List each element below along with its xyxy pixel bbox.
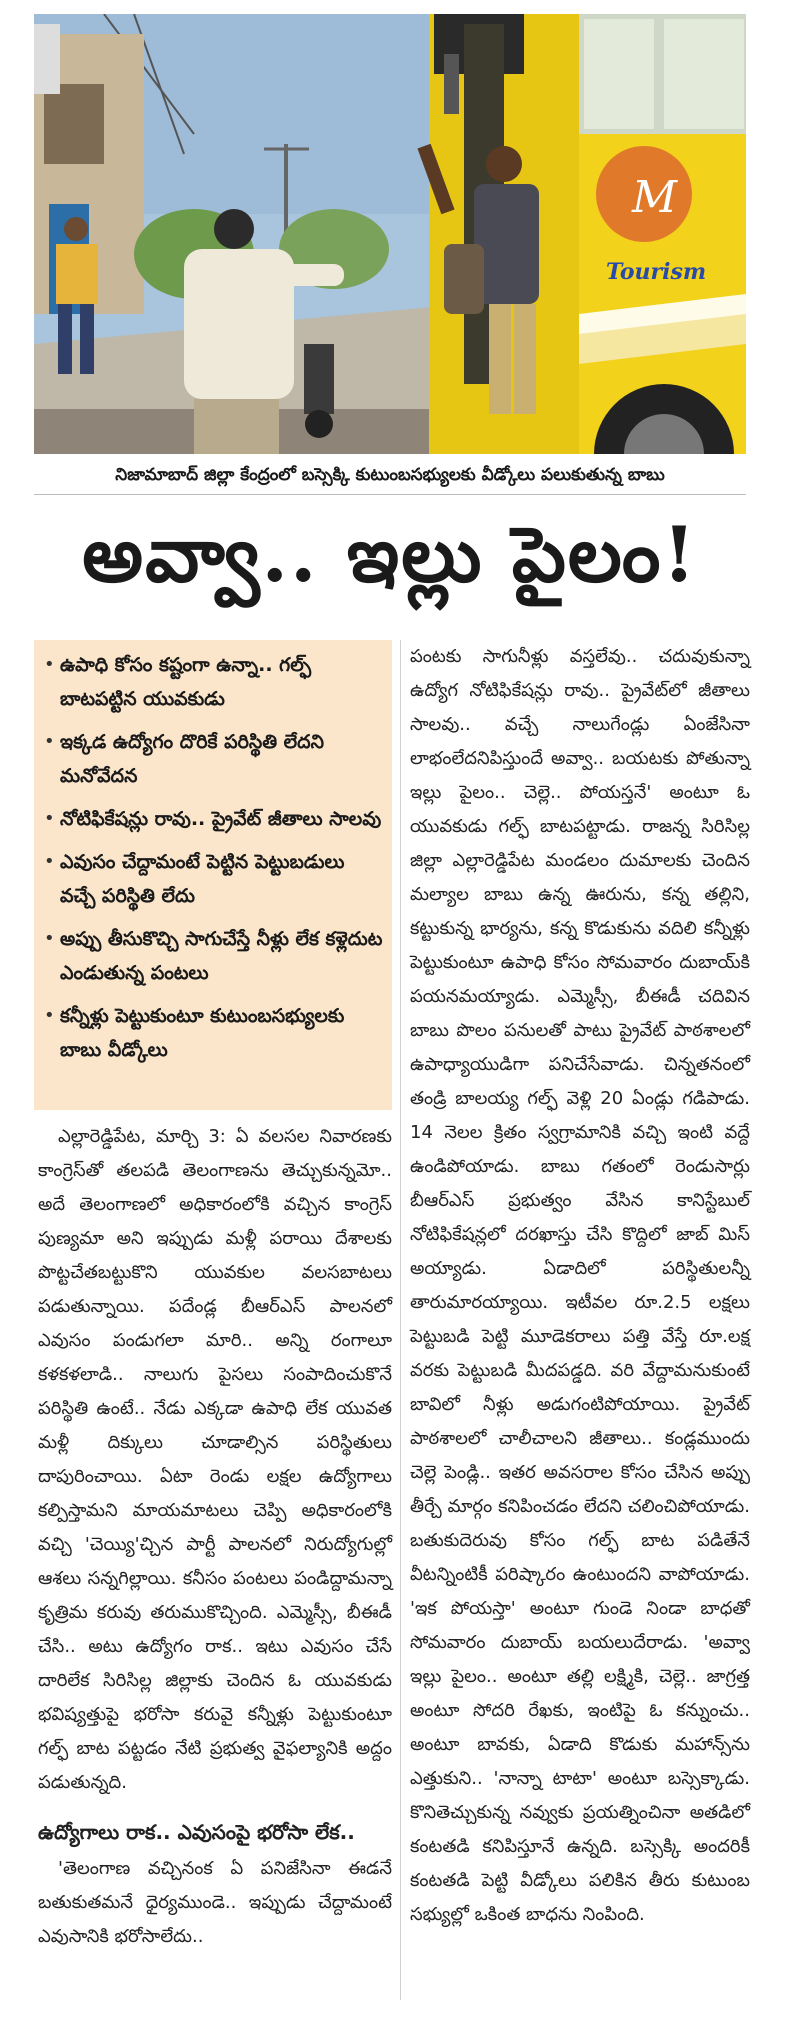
bus-logo-text: Tourism — [606, 259, 707, 285]
article-paragraph: పంటకు సాగునీళ్లు వస్తలేవు.. చదువుకున్నా ఉద్యోగ నోటిఫికేషన్లు రావు.. ప్రైవేట్‌లో జీతాలు సాలవు.. వచ్చే నాలుగేండ్లు ఏంజేసినా లాభంలేదనిపిస్తుందే అవ్వా.. బయటకు పోతున్నా ఇల్లు పైలం.. చెల్లె.. పోయస్తనే' అంటూ ఓ యువకుడు గల్ఫ్ బాటపట్టాడు. రాజన్న సిరిసిల్ల జిల్లా ఎల్లారెడ్డిపేట మండలం దుమాలకు చెందిన మల్యాల బాబు ఉన్న ఊరును, కన్న తల్లిని, కట్టుకున్న భార్యను, కన్న కొడుకును వదిలి కన్నీళ్లు పెట్టుకుంటూ ఉపాధి కోసం సోమవారం దుబాయ్‌కి పయనమయ్యాడు. ఎమ్మెస్సీ, బీఈడీ చదివిన బాబు పొలం పనులతో పాటు ప్రైవేట్ పాఠశాలలో ఉపాధ్యాయుడిగా పనిచేసేవాడు. చిన్నతనంలో తండ్రి బాలయ్య గల్ఫ్ వెళ్లి 20 ఏండ్లు గడిపాడు. 14 నెలల క్రితం స్వగ్రామానికి వచ్చి ఇంటి వద్దే ఉండిపోయాడు. బాబు గతంలో రెండుసార్లు బీఆర్‌ఎస్ ప్రభుత్వం వేసిన కానిస్టేబుల్ నోటిఫికేషన్లలో దరఖాస్తు చేసి కొద్దిలో జాబ్ మిస్ అయ్యాడు. ఏడాదిలో పరిస్థితులన్నీ తారుమారయ్యాయి. ఇటీవల రూ.2.5 లక్షలు పెట్టుబడి పెట్టి మూడెకరాలు పత్తి వేస్తే రూ.లక్ష వరకు పెట్టుబడి మీదపడ్డది. వరి వేద్దామనుకుంటే బావిలో నీళ్లు అడుగంటిపోయాయి. ప్రైవేట్ పాఠశాలలో చాలీచాలని జీతాలు.. కండ్లముందు చెల్లె పెండ్లి.. ఇతర అవసరాల కోసం చేసిన అప్పు తీర్చే మార్గం కనిపించడం లేదని చలించిపోయాడు. బతుకుదెరువు కోసం గల్ఫ్ బాట పడితేనే వీటన్నింటికీ పరిష్కారం ఉంటుందని వాపోయాడు. 'ఇక పోయస్తా' అంటూ గుండె నిండా బాధతో సోమవారం దుబాయ్ బయలుదేరాడు. 'అవ్వా ఇల్లు పైలం.. అంటూ తల్లి లక్ష్మికి, చెల్లె.. జాగ్రత్త అంటూ సోదరి రేఖకు, ఇంటిపై ఓ కన్నుంచు.. అంటూ బావకు, ఏడాది కొడుకు మహాన్స్‌ను ఎత్తుకుని.. 'నాన్నా టాటా' అంటూ బస్సెక్కాడు. కొనితెచ్చుకున్న నవ్వుకు ప్రయత్నించినా అతడిలో కంటతడి కనిపిస్తూనే ఉన్నది. బస్సెక్కి అందరికీ కంటతడి పెట్టి వీడ్కోలు పలికిన తీరు కుటుంబ సభ్యుల్లో ఒకింత బాధను నింపింది. — [410, 646, 750, 1925]
highlight-item — [44, 999, 384, 1067]
bullet-icon: • — [44, 1005, 55, 1026]
highlight-text: నోటిఫికేషన్లు రావు.. ప్రైవేట్ జీతాలు సాలవు — [60, 808, 382, 830]
news-photo — [34, 14, 746, 454]
article-left-column — [38, 1120, 392, 1954]
bullet-icon: • — [44, 928, 55, 949]
column-divider — [400, 640, 401, 2000]
highlight-text: ఎవుసం చేద్దామంటే పెట్టిన పెట్టుబడులు వచ్చే పరిస్థితి లేదు — [60, 851, 345, 907]
photo-illustration — [34, 14, 746, 454]
highlight-text: అప్పు తీసుకొచ్చి సాగుచేస్తే నీళ్లు లేక కళ్లెదుట ఎండుతున్న పంటలు — [60, 928, 383, 984]
highlight-item — [44, 845, 384, 913]
svg-text:M: M — [632, 172, 678, 223]
bullet-icon: • — [44, 851, 55, 872]
headline: అవ్వా.. ఇల్లు పైలం! — [82, 510, 698, 599]
highlight-item — [44, 802, 384, 836]
highlight-item — [44, 725, 384, 793]
bullet-icon: • — [44, 731, 55, 752]
bullet-icon: • — [44, 654, 55, 675]
article-subhead: ఉద్యోగాలు రాక.. ఎవుసంపై భరోసా లేక.. — [38, 1820, 355, 1844]
bullet-icon: • — [44, 808, 55, 829]
caption-divider — [34, 494, 746, 495]
highlight-text: కన్నీళ్లు పెట్టుకుంటూ కుటుంబసభ్యులకు బాబు వీడ్కోలు — [60, 1005, 345, 1061]
highlights-box — [34, 640, 392, 1110]
highlight-text: ఉపాధి కోసం కష్టంగా ఉన్నా.. గల్ఫ్ బాటపట్టిన యువకుడు — [60, 654, 312, 710]
highlight-item — [44, 922, 384, 990]
article-paragraph: ఎల్లారెడ్డిపేట, మార్చి 3: ఏ వలసల నివారణకు కాంగ్రెస్‌తో తలపడి తెలంగాణను తెచ్చుకున్నమో.. అదే తెలంగాణలో అధికారంలోకి వచ్చిన కాంగ్రెస్ పుణ్యమా అని ఇప్పుడు మళ్లీ పరాయి దేశాలకు పొట్టచేతబట్టుకొని యువకుల వలసబాటలు పడుతున్నాయి. పదేండ్ల బీఆర్‌ఎస్ పాలనలో ఎవుసం పండుగలా మారి.. అన్ని రంగాలూ కళకళలాడి.. నాలుగు పైసలు సంపాదించుకొనే పరిస్థితి ఉంటే.. నేడు ఎక్కడా ఉపాధి లేక యువత మళ్లీ దిక్కులు చూడాల్సిన పరిస్థితులు దాపురించాయి. ఏటా రెండు లక్షల ఉద్యోగాలు కల్పిస్తామని మాయమాటలు చెప్పి అధికారంలోకి వచ్చి 'చెయ్యి'చ్చిన పార్టీ పాలనలో నిరుద్యోగుల్లో ఆశలు సన్నగిల్లాయి. కనీసం పంటలు పండిద్దామన్నా కృత్రిమ కరువు తరుముకొచ్చింది. ఎమ్మెస్సీ, బీఈడీ చేసి.. అటు ఉద్యోగం రాక.. ఇటు ఎవుసం చేసే దారిలేక సిరిసిల్ల జిల్లాకు చెందిన ఓ యువకుడు భవిష్యత్తుపై భరోసా కరువై కన్నీళ్లు పెట్టుకుంటూ గల్ఫ్ బాట పట్టడం నేటి ప్రభుత్వ వైఫల్యానికి అద్దం పడుతున్నది. — [38, 1126, 392, 1793]
article-paragraph: 'తెలంగాణ వచ్చినంక ఏ పనిజేసినా ఈడనే బతుకుతమనే ధైర్యముండె.. ఇప్పుడు చేద్దామంటే ఎవుసానికి భరోసాలేదు.. — [38, 1858, 392, 1947]
photo-caption: నిజామాబాద్ జిల్లా కేంద్రంలో బస్సెక్కి కుటుంబసభ్యులకు వీడ్కోలు పలుకుతున్న బాబు — [115, 465, 665, 485]
highlight-text: ఇక్కడ ఉద్యోగం దొరికే పరిస్థితి లేదని మనోవేదన — [60, 731, 324, 787]
article-right-column — [410, 640, 750, 1932]
highlight-item — [44, 648, 384, 716]
